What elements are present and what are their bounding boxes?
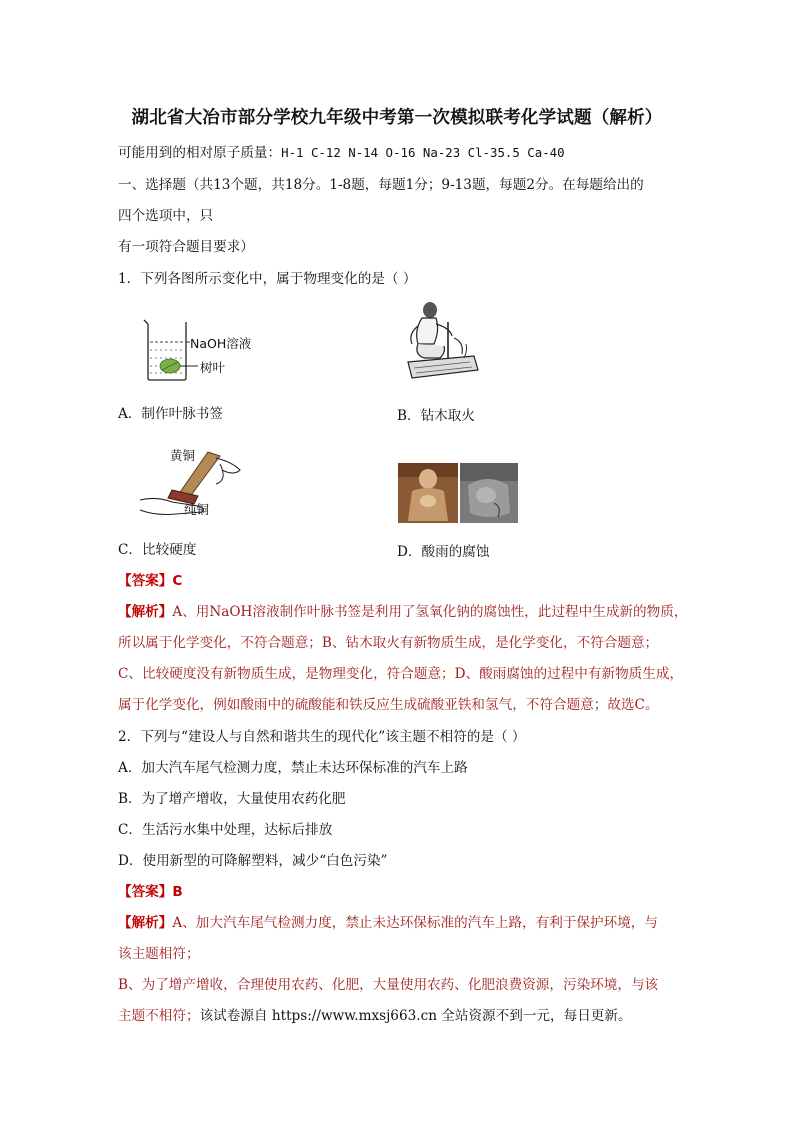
naoh-solution-label: NaOH溶液	[190, 336, 252, 351]
q1-option-b: B．钻木取火	[397, 408, 475, 424]
fire-drilling-icon	[404, 300, 482, 382]
q2-explanation-tag: 【解析】	[118, 915, 173, 931]
q2-explanation-line3: B、为了增产增收，合理使用农药、化肥，大量使用农药、化肥浪费资源，污染环境，与该	[118, 977, 659, 993]
section1-line2: 四个选项中，只	[118, 208, 214, 224]
q1-explanation-line1: 【解析】A、用NaOH溶液制作叶脉书签是利用了氢氧化钠的腐蚀性，此过程中生成新的物质，	[118, 604, 688, 620]
brass-label: 黄铜	[170, 448, 196, 463]
q2-option-d: D．使用新型的可降解塑料，减少“白色污染”	[118, 853, 388, 869]
q1-answer-tag: 【答案】	[118, 573, 173, 589]
q1-answer-value: C	[172, 573, 183, 589]
page-title: 湖北省大冶市部分学校九年级中考第一次模拟联考化学试题（解析）	[131, 108, 663, 128]
q2-explanation-line2: 该主题相符；	[118, 946, 200, 962]
q1-explanation-line2: 所以属于化学变化，不符合题意；B、钻木取火有新物质生成，是化学变化，不符合题意；	[118, 635, 659, 651]
q2-explanation-line1: 【解析】A、加大汽车尾气检测力度，禁止未达环保标准的汽车上路，有利于保护环境，与	[118, 915, 658, 931]
figure-drill-wood-fire	[404, 300, 482, 382]
atomic-masses-line	[118, 143, 565, 163]
q1-explanation-line4: 属于化学变化，例如酸雨中的硫酸能和铁反应生成硫酸亚铁和氢气，不符合题意；故选C。	[118, 697, 659, 713]
leaf-label: 树叶	[200, 360, 226, 375]
q1-explanation-line3: C、比较硬度没有新物质生成，是物理变化，符合题意；D、酸雨腐蚀的过程中有新物质生成，	[118, 666, 684, 682]
q2-answer-tag: 【答案】	[118, 884, 173, 900]
q1-option-c: C．比较硬度	[118, 542, 197, 558]
q1-option-a: A．制作叶脉书签	[118, 406, 223, 422]
section1-line1: 一、选择题（共13个题，共18分。1-8题，每题1分；9-13题，每题2分。在每题给出的	[118, 177, 644, 193]
q2-answer-value: B	[172, 884, 183, 900]
figure-compare-hardness	[136, 440, 246, 518]
q2-option-c: C．生活污水集中处理，达标后排放	[118, 822, 333, 838]
source-notice: 该试卷源自 https://www.mxsj663.cn 全站资源不到一元，每日更新。	[199, 1008, 632, 1024]
atomic-masses-label: 可能用到的相对原子质量：	[118, 145, 282, 161]
q1-answer	[118, 571, 182, 591]
q1-option-d: D．酸雨的腐蚀	[397, 544, 490, 560]
q2-answer	[118, 882, 183, 902]
q2-option-b: B．为了增产增收，大量使用农药化肥	[118, 791, 346, 807]
atomic-masses-values: H-1 C-12 N-14 O-16 Na-23 Cl-35.5 Ca-40	[281, 145, 565, 160]
q1-explanation-tag: 【解析】	[118, 604, 173, 620]
figure-beaker-leaf	[140, 318, 280, 384]
q2-stem: 2．下列与“建设人与自然和谐共生的现代化”该主题不相符的是（ ）	[118, 729, 526, 745]
statue-photo-icon	[398, 463, 518, 523]
q1-stem: 1．下列各图所示变化中，属于物理变化的是（ ）	[118, 271, 417, 287]
q2-explanation-line4	[118, 1006, 632, 1026]
figure-acid-rain-corrosion	[398, 463, 518, 523]
q2-option-a: A．加大汽车尾气检测力度，禁止未达环保标准的汽车上路	[118, 760, 468, 776]
pure-copper-label: 纯铜	[184, 502, 210, 517]
q2-explanation-line4-prefix: 主题不相符；	[118, 1008, 200, 1024]
section1-line3: 有一项符合题目要求）	[118, 239, 254, 255]
